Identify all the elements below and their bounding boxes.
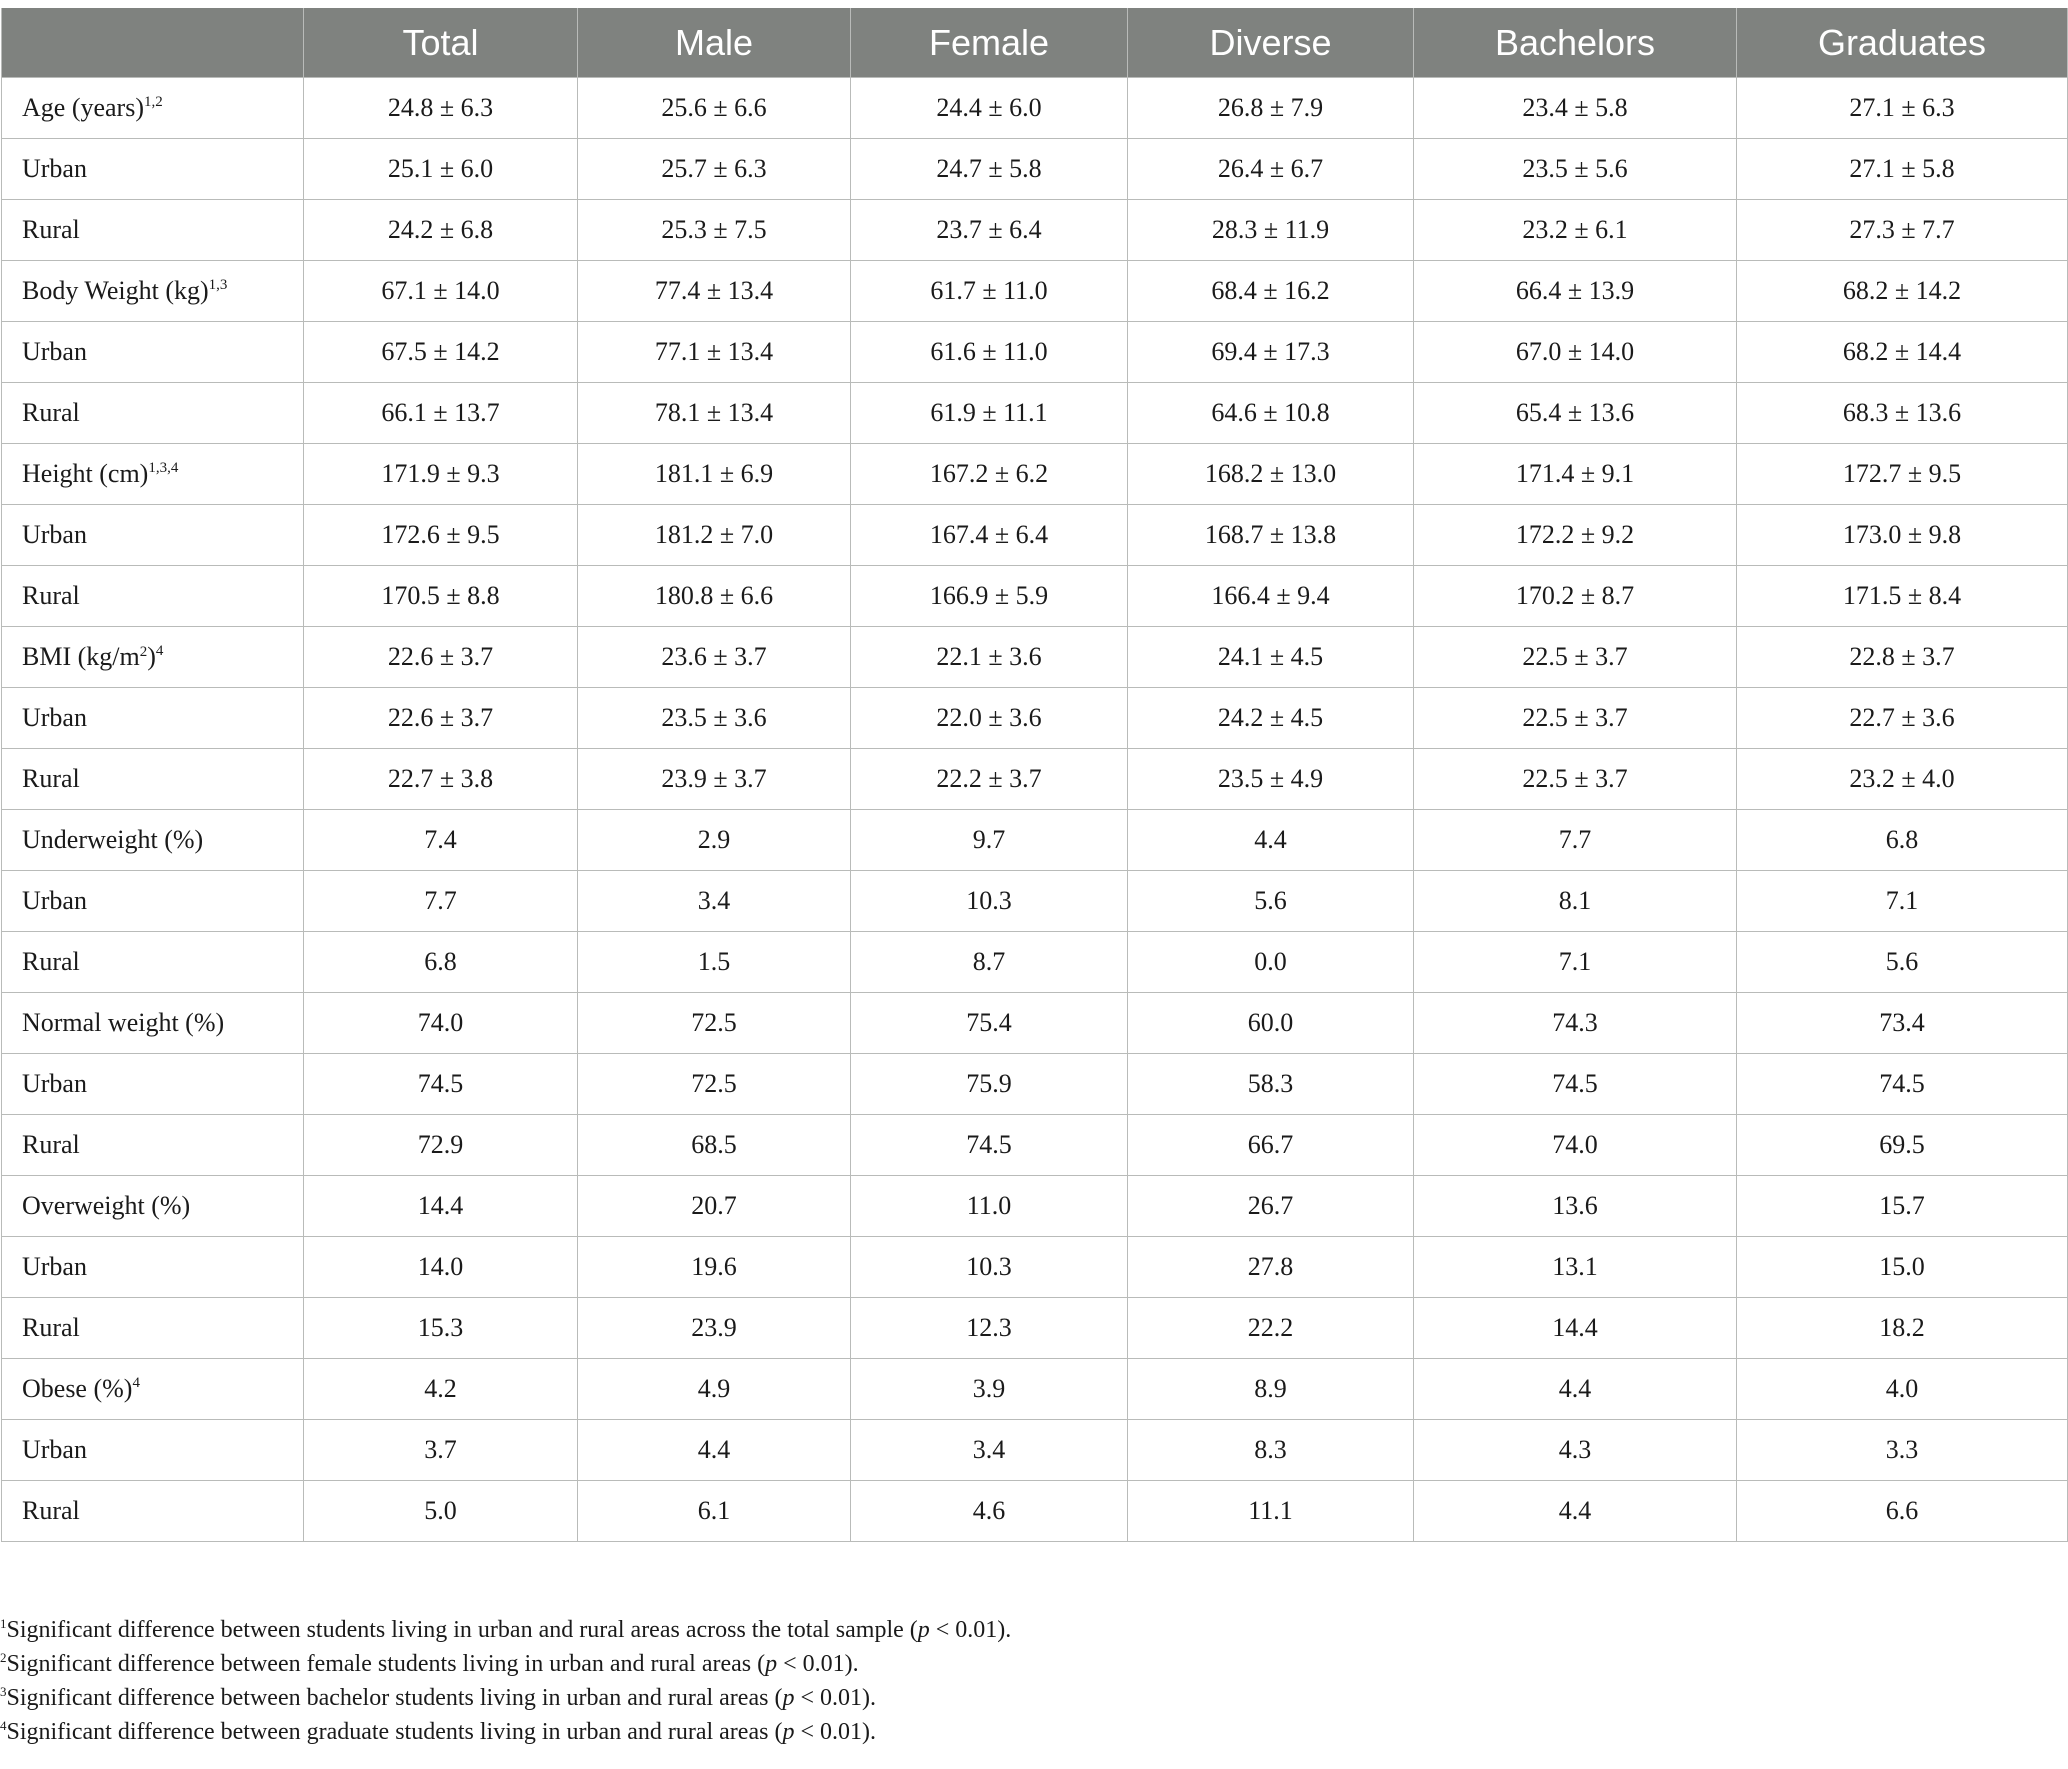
table-cell: 23.5 ± 4.9	[1128, 749, 1414, 810]
table-cell: 168.2 ± 13.0	[1128, 444, 1414, 505]
table-cell: 23.6 ± 3.7	[578, 627, 851, 688]
row-label	[2, 1298, 304, 1359]
row-label-text: Age (years)	[22, 93, 144, 122]
table-row	[2, 932, 2068, 993]
table-cell: 69.5	[1737, 1115, 2068, 1176]
table-cell: 170.5 ± 8.8	[304, 566, 578, 627]
footnote-text: Significant difference between female students living in urban and rural areas (	[6, 1651, 766, 1677]
table-cell: 22.5 ± 3.7	[1414, 749, 1737, 810]
table-cell: 24.2 ± 4.5	[1128, 688, 1414, 749]
table-cell: 8.7	[851, 932, 1128, 993]
footnote-marker: 4	[132, 1375, 140, 1391]
footnote-text-tail: < 0.01).	[929, 1617, 1012, 1643]
table-container	[0, 8, 2068, 1542]
table-row	[2, 1176, 2068, 1237]
table-cell: 61.9 ± 11.1	[851, 383, 1128, 444]
footnote	[0, 1613, 1011, 1647]
table-row	[2, 749, 2068, 810]
table-cell: 23.2 ± 4.0	[1737, 749, 2068, 810]
table-row	[2, 139, 2068, 200]
footnote	[0, 1681, 1011, 1715]
table-cell: 68.5	[578, 1115, 851, 1176]
table-cell: 65.4 ± 13.6	[1414, 383, 1737, 444]
table-cell: 24.2 ± 6.8	[304, 200, 578, 261]
table-cell: 66.1 ± 13.7	[304, 383, 578, 444]
row-label	[2, 566, 304, 627]
footnote-marker: 1,3,4	[148, 460, 179, 476]
row-label	[2, 993, 304, 1054]
table-row	[2, 78, 2068, 139]
header-cell-graduates: Graduates	[1737, 8, 2068, 78]
table-cell: 74.3	[1414, 993, 1737, 1054]
row-label-text: Body Weight (kg)	[22, 276, 209, 305]
row-label	[2, 383, 304, 444]
table-row	[2, 1359, 2068, 1420]
row-label-text: Urban	[22, 886, 87, 915]
table-cell: 26.4 ± 6.7	[1128, 139, 1414, 200]
table-cell: 22.7 ± 3.8	[304, 749, 578, 810]
footnote	[0, 1715, 1011, 1749]
table-cell: 23.9 ± 3.7	[578, 749, 851, 810]
row-label-text: Rural	[22, 581, 80, 610]
row-label	[2, 627, 304, 688]
footnote-text: Significant difference between graduate students living in urban and rural areas (	[6, 1719, 783, 1745]
table-cell: 68.2 ± 14.2	[1737, 261, 2068, 322]
row-label-text: Obese (%)	[22, 1374, 133, 1403]
table-cell: 9.7	[851, 810, 1128, 871]
table-cell: 3.3	[1737, 1420, 2068, 1481]
footnote-mark: 3	[0, 1684, 7, 1699]
row-label-text: Rural	[22, 1496, 80, 1525]
table-cell: 172.2 ± 9.2	[1414, 505, 1737, 566]
table-cell: 22.0 ± 3.6	[851, 688, 1128, 749]
row-label	[2, 1237, 304, 1298]
footnote-text: Significant difference between students living in urban and rural areas across the total sample (	[6, 1617, 918, 1643]
table-cell: 11.0	[851, 1176, 1128, 1237]
row-label-text: Urban	[22, 1069, 87, 1098]
table-cell: 172.6 ± 9.5	[304, 505, 578, 566]
row-label	[2, 810, 304, 871]
table-cell: 14.0	[304, 1237, 578, 1298]
table-cell: 166.4 ± 9.4	[1128, 566, 1414, 627]
table-cell: 4.6	[851, 1481, 1128, 1542]
table-cell: 20.7	[578, 1176, 851, 1237]
table-cell: 27.1 ± 6.3	[1737, 78, 2068, 139]
table-cell: 6.8	[1737, 810, 2068, 871]
table-cell: 4.2	[304, 1359, 578, 1420]
table-cell: 1.5	[578, 932, 851, 993]
table-cell: 25.3 ± 7.5	[578, 200, 851, 261]
table-cell: 24.1 ± 4.5	[1128, 627, 1414, 688]
row-label	[2, 1115, 304, 1176]
header-cell-stub	[2, 8, 304, 78]
table-cell: 10.3	[851, 1237, 1128, 1298]
row-label-text: Rural	[22, 1313, 80, 1342]
header-cell-diverse: Diverse	[1128, 8, 1414, 78]
row-label-text: Urban	[22, 520, 87, 549]
row-label	[2, 1054, 304, 1115]
row-label-text: Height (cm)	[22, 459, 149, 488]
footnote-text-tail: < 0.01).	[794, 1719, 876, 1745]
row-label-text: Rural	[22, 398, 80, 427]
table-cell: 74.0	[1414, 1115, 1737, 1176]
table-cell: 11.1	[1128, 1481, 1414, 1542]
table-cell: 170.2 ± 8.7	[1414, 566, 1737, 627]
row-label	[2, 505, 304, 566]
footnote-mark: 1	[0, 1616, 7, 1631]
table-cell: 3.4	[578, 871, 851, 932]
table-cell: 15.0	[1737, 1237, 2068, 1298]
footnote-text-tail: < 0.01).	[777, 1651, 859, 1677]
table-cell: 67.0 ± 14.0	[1414, 322, 1737, 383]
header-cell-total: Total	[304, 8, 578, 78]
table-cell: 181.1 ± 6.9	[578, 444, 851, 505]
header-cell-bachelors: Bachelors	[1414, 8, 1737, 78]
table-cell: 172.7 ± 9.5	[1737, 444, 2068, 505]
footnote-marker: 1,3	[208, 277, 228, 293]
table-cell: 5.6	[1737, 932, 2068, 993]
footnote-text-tail: < 0.01).	[794, 1685, 876, 1711]
table-cell: 68.3 ± 13.6	[1737, 383, 2068, 444]
row-label	[2, 139, 304, 200]
table-row	[2, 871, 2068, 932]
row-label-text: Rural	[22, 215, 80, 244]
table-cell: 66.4 ± 13.9	[1414, 261, 1737, 322]
table-body	[2, 78, 2068, 1542]
table-row	[2, 444, 2068, 505]
table-row	[2, 993, 2068, 1054]
table-cell: 23.9	[578, 1298, 851, 1359]
table-cell: 25.7 ± 6.3	[578, 139, 851, 200]
table-cell: 73.4	[1737, 993, 2068, 1054]
table-cell: 5.6	[1128, 871, 1414, 932]
table-cell: 22.2	[1128, 1298, 1414, 1359]
table-cell: 7.1	[1737, 871, 2068, 932]
table-cell: 74.5	[1414, 1054, 1737, 1115]
table-cell: 6.6	[1737, 1481, 2068, 1542]
table-cell: 13.6	[1414, 1176, 1737, 1237]
table-cell: 3.7	[304, 1420, 578, 1481]
row-label-text: Urban	[22, 337, 87, 366]
table-cell: 14.4	[304, 1176, 578, 1237]
row-label-text: Urban	[22, 154, 87, 183]
table-cell: 69.4 ± 17.3	[1128, 322, 1414, 383]
table-cell: 23.7 ± 6.4	[851, 200, 1128, 261]
row-label-text: BMI (kg/m	[22, 642, 140, 671]
table-cell: 4.9	[578, 1359, 851, 1420]
table-cell: 7.4	[304, 810, 578, 871]
table-cell: 6.8	[304, 932, 578, 993]
table-cell: 7.7	[304, 871, 578, 932]
table-cell: 28.3 ± 11.9	[1128, 200, 1414, 261]
row-label-text: Overweight (%)	[22, 1191, 191, 1220]
row-label	[2, 871, 304, 932]
p-symbol: p	[917, 1617, 930, 1643]
table-cell: 3.4	[851, 1420, 1128, 1481]
table-cell: 77.4 ± 13.4	[578, 261, 851, 322]
header-row	[2, 8, 2068, 78]
table-cell: 26.8 ± 7.9	[1128, 78, 1414, 139]
table-cell: 18.2	[1737, 1298, 2068, 1359]
data-table	[1, 8, 2068, 1542]
table-cell: 74.5	[304, 1054, 578, 1115]
table-cell: 74.5	[1737, 1054, 2068, 1115]
footnote-mark: 4	[0, 1718, 7, 1733]
row-label	[2, 1420, 304, 1481]
table-row	[2, 566, 2068, 627]
table-cell: 75.9	[851, 1054, 1128, 1115]
table-row	[2, 261, 2068, 322]
table-cell: 25.6 ± 6.6	[578, 78, 851, 139]
table-cell: 2.9	[578, 810, 851, 871]
row-label	[2, 688, 304, 749]
table-cell: 0.0	[1128, 932, 1414, 993]
table-cell: 22.2 ± 3.7	[851, 749, 1128, 810]
table-row	[2, 200, 2068, 261]
table-cell: 68.4 ± 16.2	[1128, 261, 1414, 322]
table-cell: 74.5	[851, 1115, 1128, 1176]
table-cell: 22.6 ± 3.7	[304, 627, 578, 688]
table-cell: 23.5 ± 5.6	[1414, 139, 1737, 200]
table-cell: 72.5	[578, 1054, 851, 1115]
table-cell: 6.1	[578, 1481, 851, 1542]
table-cell: 74.0	[304, 993, 578, 1054]
table-cell: 23.4 ± 5.8	[1414, 78, 1737, 139]
table-cell: 61.6 ± 11.0	[851, 322, 1128, 383]
row-label	[2, 749, 304, 810]
table-cell: 7.1	[1414, 932, 1737, 993]
table-cell: 24.8 ± 6.3	[304, 78, 578, 139]
table-cell: 26.7	[1128, 1176, 1414, 1237]
table-row	[2, 1054, 2068, 1115]
table-row	[2, 688, 2068, 749]
table-cell: 12.3	[851, 1298, 1128, 1359]
table-cell: 5.0	[304, 1481, 578, 1542]
unit-exponent: 2	[139, 644, 148, 660]
row-label-text: Urban	[22, 703, 87, 732]
table-cell: 166.9 ± 5.9	[851, 566, 1128, 627]
table-cell: 13.1	[1414, 1237, 1737, 1298]
p-symbol: p	[782, 1685, 795, 1711]
table-cell: 168.7 ± 13.8	[1128, 505, 1414, 566]
row-label	[2, 1176, 304, 1237]
table-row	[2, 1481, 2068, 1542]
table-cell: 58.3	[1128, 1054, 1414, 1115]
table-cell: 180.8 ± 6.6	[578, 566, 851, 627]
table-cell: 64.6 ± 10.8	[1128, 383, 1414, 444]
row-label-text: Underweight (%)	[22, 825, 204, 854]
row-label-text: Rural	[22, 947, 80, 976]
table-row	[2, 322, 2068, 383]
table-cell: 27.8	[1128, 1237, 1414, 1298]
table-cell: 7.7	[1414, 810, 1737, 871]
table-row	[2, 810, 2068, 871]
table-cell: 60.0	[1128, 993, 1414, 1054]
table-cell: 24.7 ± 5.8	[851, 139, 1128, 200]
row-label	[2, 1481, 304, 1542]
table-cell: 15.7	[1737, 1176, 2068, 1237]
table-cell: 15.3	[304, 1298, 578, 1359]
table-cell: 27.3 ± 7.7	[1737, 200, 2068, 261]
row-label-text: Urban	[22, 1435, 87, 1464]
row-label-text: Urban	[22, 1252, 87, 1281]
table-cell: 171.4 ± 9.1	[1414, 444, 1737, 505]
table-cell: 67.1 ± 14.0	[304, 261, 578, 322]
table-cell: 4.0	[1737, 1359, 2068, 1420]
footnote-marker: 4	[155, 643, 164, 659]
table-cell: 23.2 ± 6.1	[1414, 200, 1737, 261]
table-cell: 14.4	[1414, 1298, 1737, 1359]
table-cell: 27.1 ± 5.8	[1737, 139, 2068, 200]
table-cell: 8.1	[1414, 871, 1737, 932]
table-cell: 3.9	[851, 1359, 1128, 1420]
table-cell: 181.2 ± 7.0	[578, 505, 851, 566]
table-cell: 77.1 ± 13.4	[578, 322, 851, 383]
table-cell: 4.4	[1128, 810, 1414, 871]
table-row	[2, 1115, 2068, 1176]
table-cell: 68.2 ± 14.4	[1737, 322, 2068, 383]
table-row	[2, 627, 2068, 688]
table-row	[2, 1420, 2068, 1481]
header-cell-male: Male	[578, 8, 851, 78]
table-cell: 66.7	[1128, 1115, 1414, 1176]
table-row	[2, 505, 2068, 566]
table-cell: 78.1 ± 13.4	[578, 383, 851, 444]
row-label-text: Rural	[22, 764, 80, 793]
table-cell: 4.4	[578, 1420, 851, 1481]
table-cell: 171.5 ± 8.4	[1737, 566, 2068, 627]
row-label	[2, 932, 304, 993]
table-cell: 8.3	[1128, 1420, 1414, 1481]
table-cell: 22.5 ± 3.7	[1414, 688, 1737, 749]
table-cell: 10.3	[851, 871, 1128, 932]
table-cell: 23.5 ± 3.6	[578, 688, 851, 749]
row-label	[2, 1359, 304, 1420]
table-cell: 22.7 ± 3.6	[1737, 688, 2068, 749]
table-cell: 72.5	[578, 993, 851, 1054]
header-cell-female: Female	[851, 8, 1128, 78]
footnote-marker: 1,2	[144, 94, 163, 110]
p-symbol: p	[765, 1651, 778, 1677]
row-label	[2, 444, 304, 505]
p-symbol: p	[782, 1719, 795, 1745]
table-cell: 22.5 ± 3.7	[1414, 627, 1737, 688]
table-cell: 61.7 ± 11.0	[851, 261, 1128, 322]
row-label	[2, 261, 304, 322]
table-cell: 19.6	[578, 1237, 851, 1298]
table-cell: 22.8 ± 3.7	[1737, 627, 2068, 688]
row-label-text: Normal weight (%)	[22, 1008, 225, 1037]
table-cell: 8.9	[1128, 1359, 1414, 1420]
row-label-tail: )	[147, 642, 156, 671]
row-label-text: Rural	[22, 1130, 80, 1159]
table-cell: 75.4	[851, 993, 1128, 1054]
table-cell: 22.6 ± 3.7	[304, 688, 578, 749]
row-label	[2, 200, 304, 261]
table-row	[2, 1298, 2068, 1359]
table-cell: 167.4 ± 6.4	[851, 505, 1128, 566]
table-cell: 67.5 ± 14.2	[304, 322, 578, 383]
table-cell: 72.9	[304, 1115, 578, 1176]
footnote-mark: 2	[0, 1650, 7, 1665]
table-cell: 25.1 ± 6.0	[304, 139, 578, 200]
table-cell: 4.3	[1414, 1420, 1737, 1481]
footnote-text: Significant difference between bachelor students living in urban and rural areas (	[6, 1685, 783, 1711]
table-cell: 171.9 ± 9.3	[304, 444, 578, 505]
table-cell: 4.4	[1414, 1359, 1737, 1420]
table-cell: 22.1 ± 3.6	[851, 627, 1128, 688]
table-cell: 173.0 ± 9.8	[1737, 505, 2068, 566]
table-row	[2, 1237, 2068, 1298]
table-row	[2, 383, 2068, 444]
table-cell: 4.4	[1414, 1481, 1737, 1542]
table-cell: 24.4 ± 6.0	[851, 78, 1128, 139]
footnote	[0, 1647, 1011, 1681]
table-cell: 167.2 ± 6.2	[851, 444, 1128, 505]
footnotes	[0, 1613, 1011, 1749]
row-label	[2, 78, 304, 139]
row-label	[2, 322, 304, 383]
